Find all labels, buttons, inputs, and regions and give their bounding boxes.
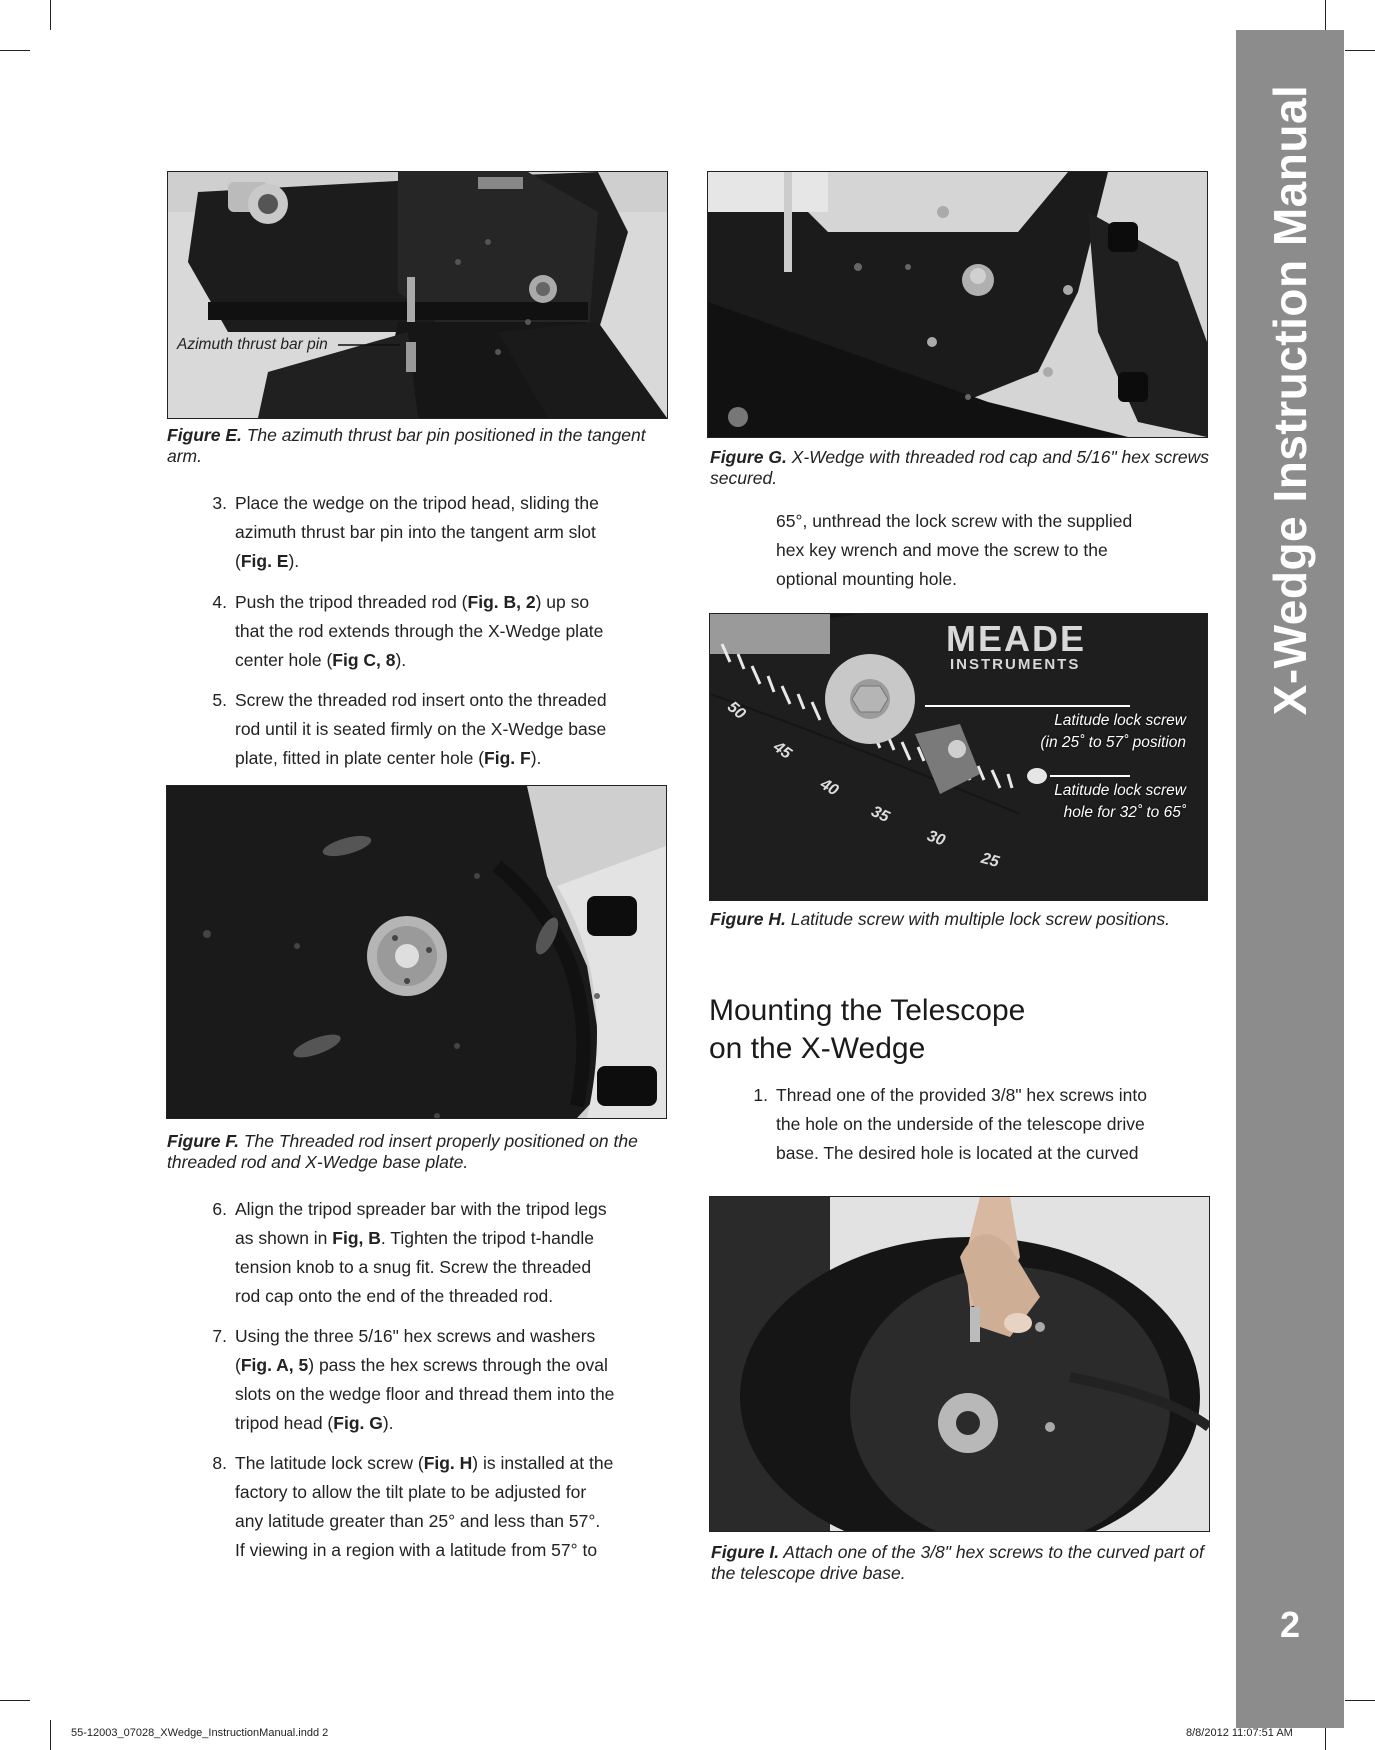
figure-e-label: Azimuth thrust bar pin (177, 336, 328, 353)
figure-i-caption: Figure I. Attach one of the 3/8" hex screws to the curved part of the telescope drive base. (711, 1542, 1204, 1583)
figure-g-photo (707, 171, 1208, 438)
crop-mark (1325, 0, 1326, 30)
scale-label-40: 40 (817, 775, 842, 800)
figure-i-photo (709, 1196, 1210, 1532)
crop-mark (1345, 1700, 1375, 1701)
lock-screw-label-2: Latitude lock screw hole for 32˚ to 65˚ (1054, 782, 1186, 821)
crop-mark (50, 0, 51, 30)
footer-filename: 55-12003_07028_XWedge_InstructionManual.indd 2 (71, 1727, 329, 1739)
crop-mark (1345, 50, 1375, 51)
scale-label-50: 50 (723, 698, 749, 723)
figure-h-photo (709, 613, 1208, 901)
figure-f-caption: Figure F. The Threaded rod insert properly positioned on the threaded rod and X-Wedge base plate. (167, 1131, 638, 1172)
scale-label-45: 45 (770, 738, 795, 763)
scale-label-35: 35 (868, 803, 892, 827)
figure-e-photo (167, 171, 668, 419)
meade-logo-subtext: INSTRUMENTS (950, 656, 1081, 673)
footer-date: 8/8/2012 11:07:51 AM (1186, 1727, 1293, 1739)
section-heading: Mounting the Telescope on the X-Wedge (709, 994, 1026, 1065)
manual-title: X-Wedge Instruction Manual (1264, 84, 1316, 716)
figure-h-caption: Figure H. Latitude screw with multiple lock screw positions. (710, 909, 1171, 929)
figure-f-photo (166, 785, 667, 1119)
scale-label-25: 25 (979, 850, 1001, 872)
figure-e-caption: Figure E. The azimuth thrust bar pin positioned in the tangent arm. (167, 425, 646, 466)
step-8-continuation: 65°, unthread the lock screw with the supplied hex key wrench and move the screw to the optional mounting hole. (776, 511, 1133, 589)
meade-logo-text: MEADE (946, 618, 1087, 659)
scale-label-30: 30 (924, 827, 948, 850)
figure-g-caption: Figure G. X-Wedge with threaded rod cap and 5/16" hex screws secured. (710, 447, 1210, 488)
crop-mark (50, 1720, 51, 1750)
lock-screw-label-1: Latitude lock screw (in 25˚ to 57˚ position (1040, 712, 1186, 751)
crop-mark (0, 1700, 30, 1701)
page-number: 2 (1279, 1604, 1301, 1645)
crop-mark (0, 50, 30, 51)
